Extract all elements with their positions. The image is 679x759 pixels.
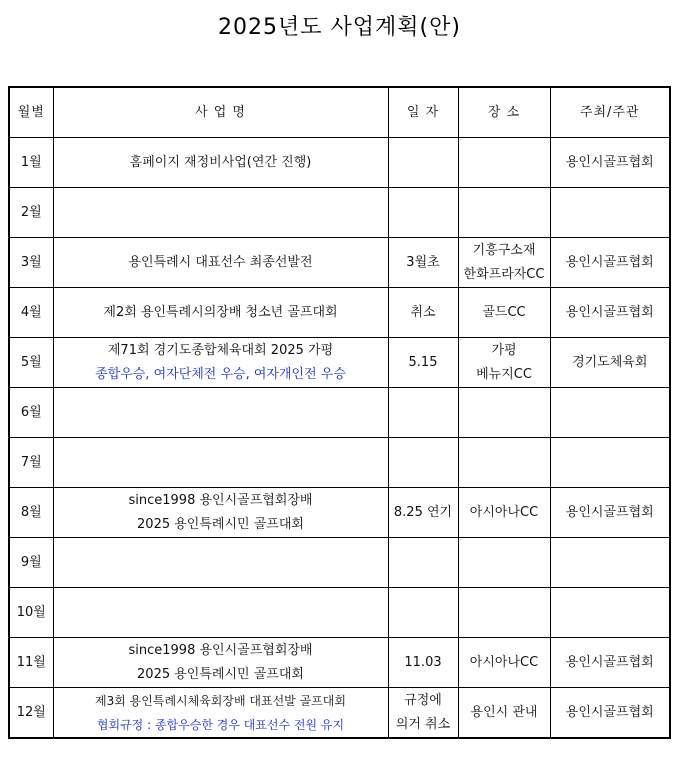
place-cell [458,238,550,288]
project-cell [53,188,388,238]
host-cell: 용인시골프협회 [550,488,670,538]
association-rule-note: 협회규정 : 종합우승한 경우 대표선수 전원 유지 [96,717,345,732]
table-row [9,388,670,438]
place-text-line2: 베뉴지CC [476,366,532,382]
table-row [9,338,670,388]
month-cell: 8월 [9,488,53,538]
project-cell [53,638,388,688]
business-plan-table [8,86,671,739]
header-month: 월별 [9,87,53,138]
date-cell: 3월초 [388,238,458,288]
date-cell [388,588,458,638]
date-cell [388,688,458,739]
table-row [9,238,670,288]
place-cell: 아시아나CC [458,488,550,538]
month-cell: 3월 [9,238,53,288]
host-cell [550,388,670,438]
table-row [9,288,670,338]
project-cell [53,488,388,538]
host-cell: 용인시골프협회 [550,138,670,188]
project-cell [53,288,388,338]
month-cell: 11월 [9,638,53,688]
date-cell: 5.15 [388,338,458,388]
project-text-line2: 2025 용인특례시민 골프대회 [137,516,304,532]
table-row [9,588,670,638]
date-cell: 11.03 [388,638,458,688]
project-cell [53,238,388,288]
table-row [9,138,670,188]
project-text: 용인특례시 대표선수 최종선발전 [128,254,313,270]
project-text: 홈페이지 재정비사업(연간 진행) [129,154,312,170]
date-cell [388,138,458,188]
host-cell: 용인시골프협회 [550,688,670,739]
project-text-line1: 제3회 용인특례시체육회장배 대표선발 골프대회 [95,693,346,708]
host-cell: 용인시골프협회 [550,238,670,288]
date-cell: 8.25 연기 [388,488,458,538]
place-cell [458,538,550,588]
month-cell: 6월 [9,388,53,438]
header-date: 일 자 [388,87,458,138]
date-cell [388,388,458,438]
page-title: 2025년도 사업계획(안) [218,15,461,40]
place-cell: 용인시 관내 [458,688,550,739]
table-row [9,438,670,488]
place-text-line1: 가평 [491,342,517,358]
table-row [9,688,670,739]
host-cell [550,188,670,238]
place-cell [458,588,550,638]
project-text-line1: since1998 용인시골프협회장배 [128,642,313,658]
header-place: 장 소 [458,87,550,138]
month-cell: 10월 [9,588,53,638]
project-cell [53,538,388,588]
date-cell [388,188,458,238]
table-row [9,488,670,538]
table-row [9,638,670,688]
project-text: 제2회 용인특례시의장배 청소년 골프대회 [103,304,338,320]
project-text-line1: 제71회 경기도종합체육대회 2025 가평 [107,342,334,358]
place-text-line1: 기흥구소재 [472,242,536,258]
date-text-line2: 의거 취소 [395,716,451,732]
month-cell: 1월 [9,138,53,188]
project-cell [53,588,388,638]
place-cell [458,338,550,388]
project-cell [53,138,388,188]
place-cell [458,438,550,488]
host-cell: 용인시골프협회 [550,638,670,688]
place-text-line2: 한화프라자CC [463,266,545,282]
host-cell [550,588,670,638]
place-cell: 골드CC [458,288,550,338]
date-cell [388,438,458,488]
date-cell: 취소 [388,288,458,338]
header-project: 사 업 명 [53,87,388,138]
project-text-line2: 2025 용인특례시민 골프대회 [137,666,304,682]
place-cell [458,388,550,438]
project-cell [53,388,388,438]
header-host: 주최/주관 [550,87,670,138]
place-cell [458,138,550,188]
host-cell [550,538,670,588]
project-cell [53,338,388,388]
month-cell: 4월 [9,288,53,338]
host-cell: 용인시골프협회 [550,288,670,338]
project-text-line1: since1998 용인시골프협회장배 [128,492,313,508]
host-cell [550,438,670,488]
table-header-row [9,87,670,138]
table-row [9,188,670,238]
month-cell: 2월 [9,188,53,238]
host-cell: 경기도체육회 [550,338,670,388]
project-result-highlight: 종합우승, 여자단체전 우승, 여자개인전 우승 [95,366,346,382]
project-cell [53,688,388,739]
table-row [9,538,670,588]
place-cell [458,188,550,238]
date-cell [388,538,458,588]
date-text-line1: 규정에 [404,692,442,708]
month-cell: 9월 [9,538,53,588]
project-cell [53,438,388,488]
place-cell: 아시아나CC [458,638,550,688]
month-cell: 7월 [9,438,53,488]
month-cell: 5월 [9,338,53,388]
month-cell: 12월 [9,688,53,739]
